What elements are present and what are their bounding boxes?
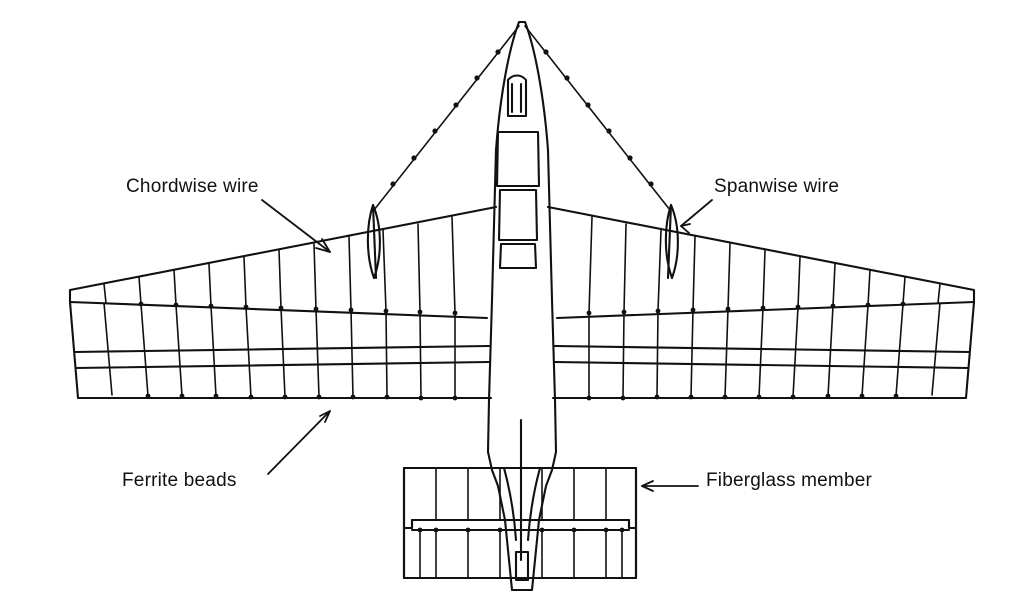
leader-chordwise-wire [262,200,330,252]
ferrite-beads-spanwise [390,49,653,186]
label-ferrite-beads: Ferrite beads [122,470,237,491]
left-wing-fence [368,205,380,278]
leader-ferrite-beads [268,411,330,474]
right-wing-fence [666,205,678,278]
leader-fiberglass-member [642,481,698,491]
fuselage-centerline [516,420,528,580]
leader-spanwise-wire [681,200,712,233]
label-fiberglass-member: Fiberglass member [706,470,873,491]
cockpit-detail [497,76,539,269]
ferrite-beads-wing [139,302,906,401]
label-spanwise-wire: Spanwise wire [714,176,840,197]
label-chordwise-wire: Chordwise wire [126,176,259,197]
right-wing-chordwise-wires-upper [589,217,940,313]
left-wing-chordwise-wires-upper [104,217,455,313]
